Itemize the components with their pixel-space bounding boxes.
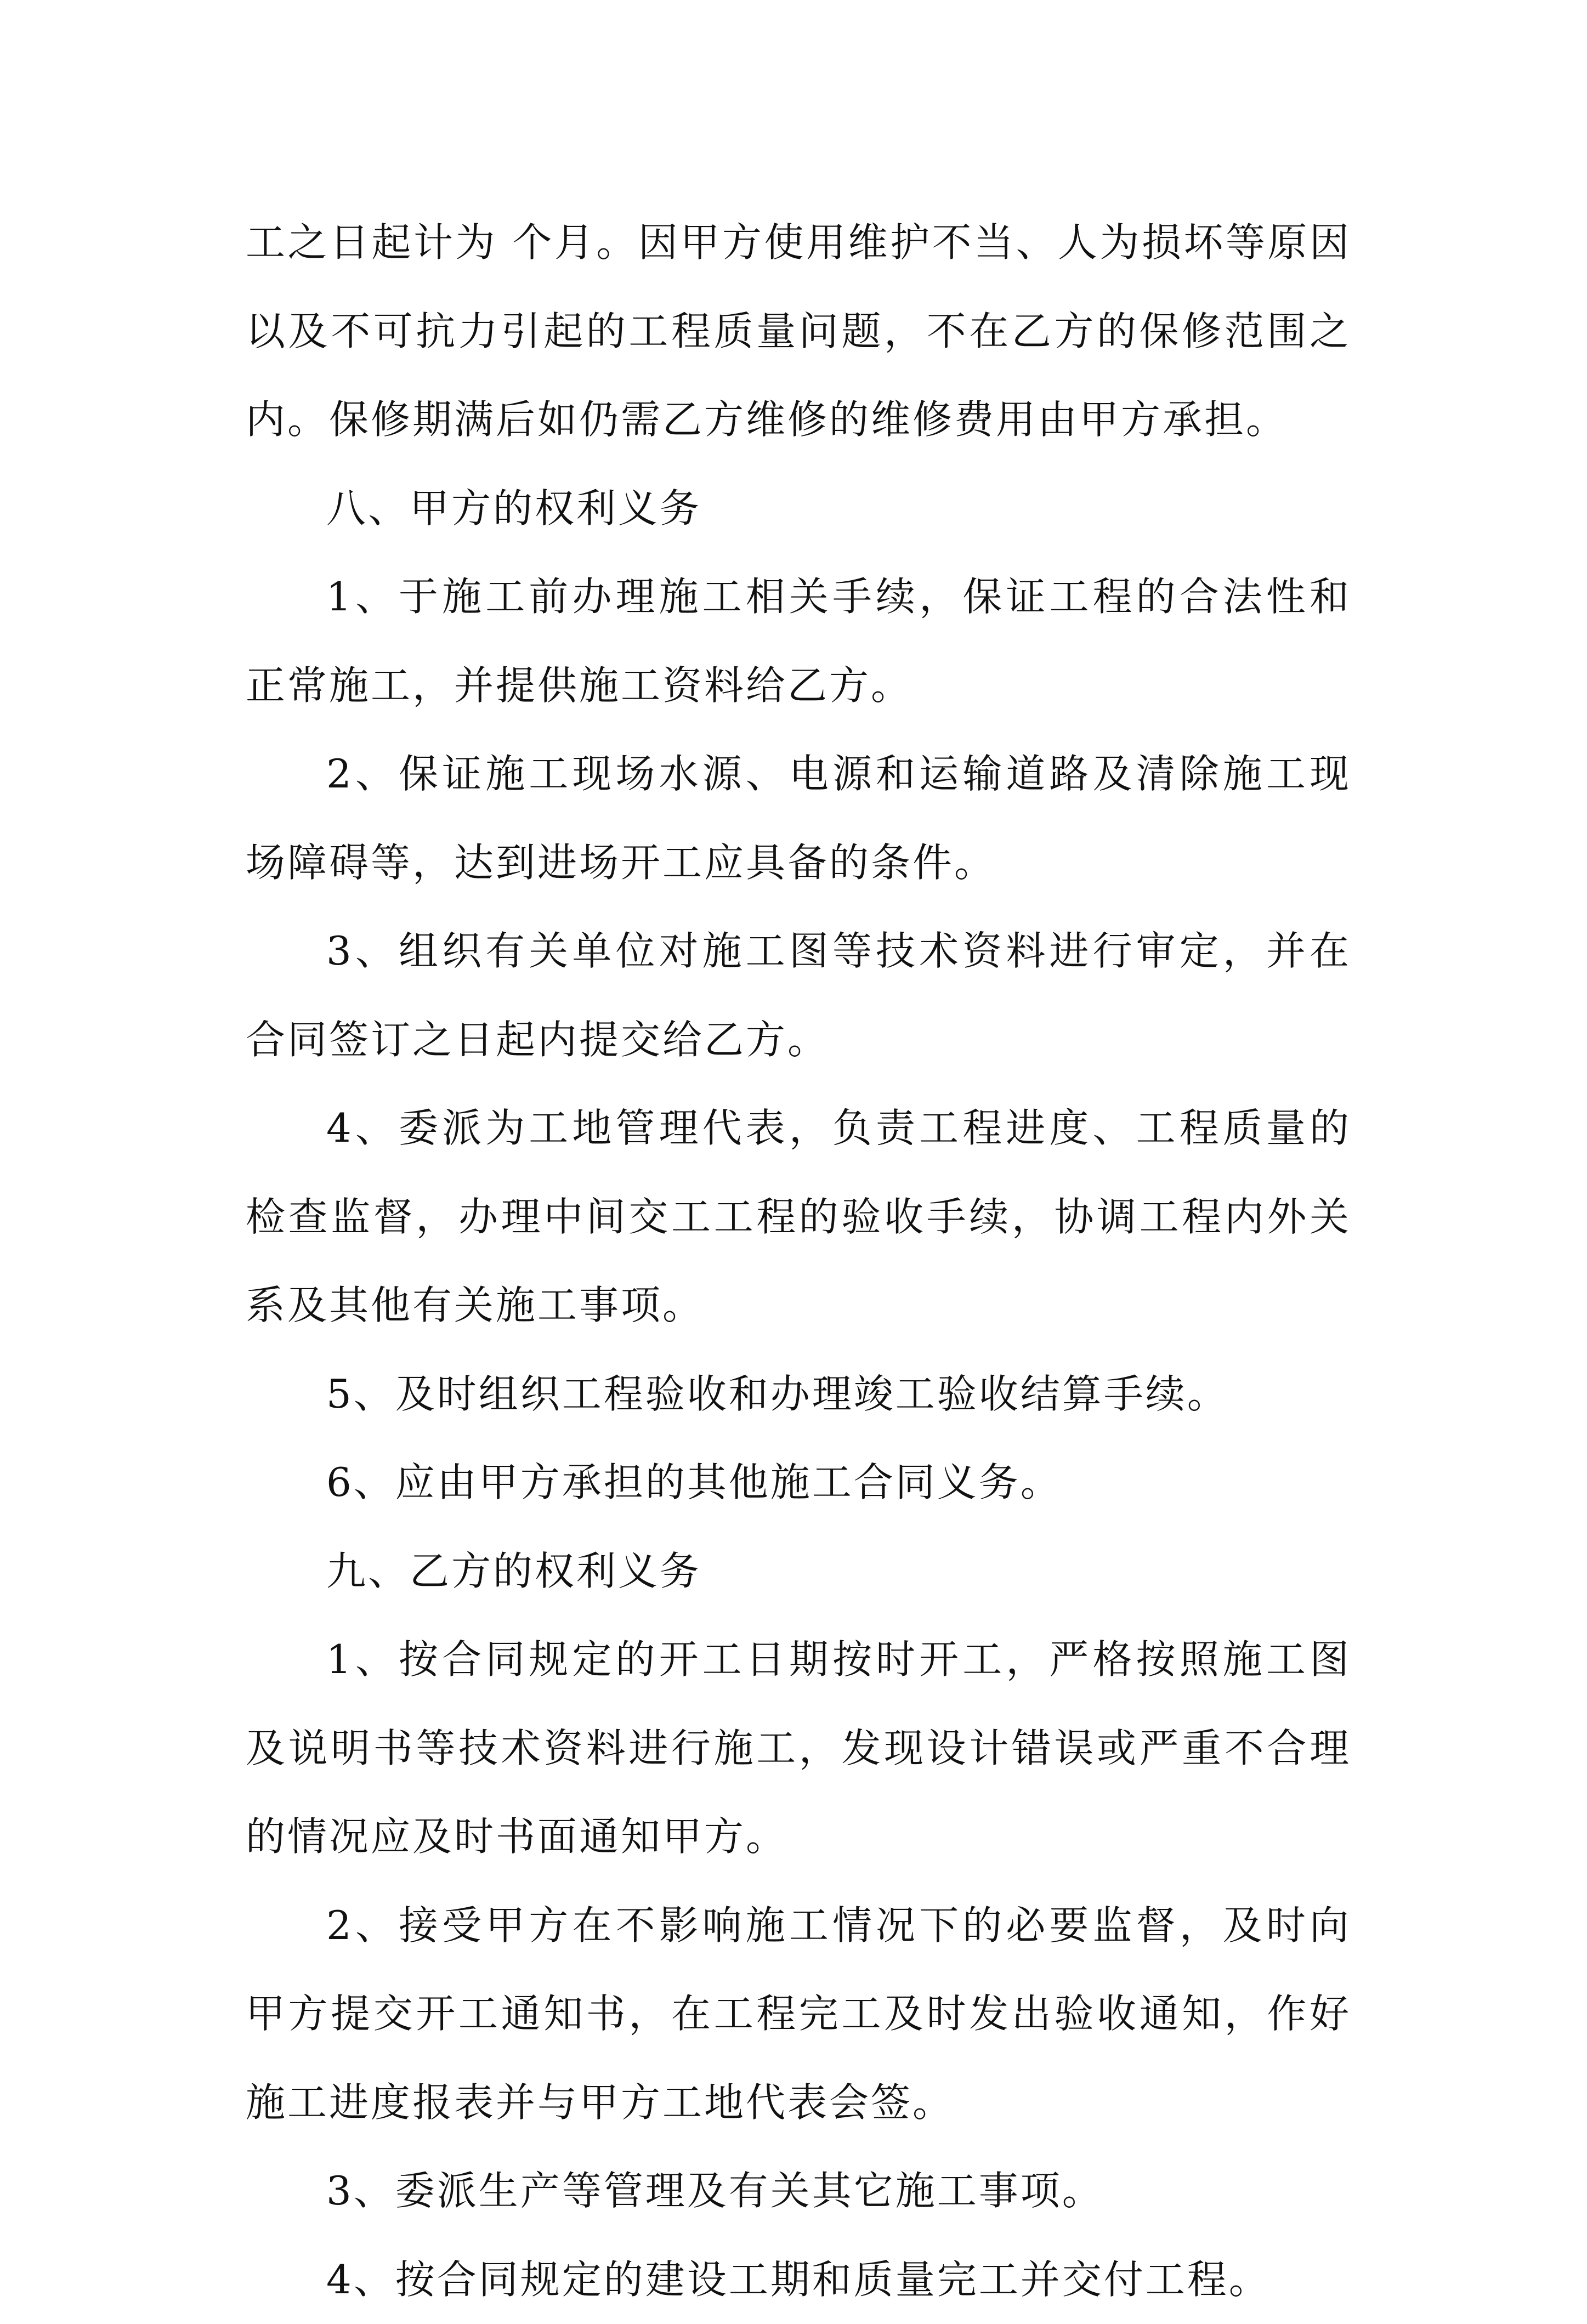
paragraph-party-a-item-1: 1、于施工前办理施工相关手续，保证工程的合法性和正常施工，并提供施工资料给乙方。 xyxy=(246,553,1351,730)
paragraph-party-b-item-3: 3、委派生产等管理及有关其它施工事项。 xyxy=(246,2147,1351,2236)
document-body xyxy=(246,199,1351,2324)
paragraph-party-a-item-5: 5、及时组织工程验收和办理竣工验收结算手续。 xyxy=(246,1350,1351,1439)
paragraph-party-a-item-4: 4、委派为工地管理代表，负责工程进度、工程质量的检查监督，办理中间交工工程的验收手续，协调工程内外关系及其他有关施工事项。 xyxy=(246,1084,1351,1350)
paragraph-party-a-item-6: 6、应由甲方承担的其他施工合同义务。 xyxy=(246,1438,1351,1527)
paragraph-party-b-item-2: 2、接受甲方在不影响施工情况下的必要监督，及时向甲方提交开工通知书，在工程完工及时发出验收通知，作好施工进度报表并与甲方工地代表会签。 xyxy=(246,1881,1351,2147)
paragraph-warranty-continuation: 工之日起计为 个月。因甲方使用维护不当、人为损坏等原因以及不可抗力引起的工程质量问题，不在乙方的保修范围之内。保修期满后如仍需乙方维修的维修费用由甲方承担。 xyxy=(246,199,1351,464)
paragraph-party-a-item-3: 3、组织有关单位对施工图等技术资料进行审定，并在合同签订之日起内提交给乙方。 xyxy=(246,907,1351,1084)
heading-party-b-rights-obligations: 九、乙方的权利义务 xyxy=(246,1527,1351,1616)
paragraph-party-a-item-2: 2、保证施工现场水源、电源和运输道路及清除施工现场障碍等，达到进场开工应具备的条件。 xyxy=(246,730,1351,907)
paragraph-party-b-item-4: 4、按合同规定的建设工期和质量完工并交付工程。 xyxy=(246,2236,1351,2324)
heading-party-a-rights-obligations: 八、甲方的权利义务 xyxy=(246,464,1351,553)
paragraph-party-b-item-1: 1、按合同规定的开工日期按时开工，严格按照施工图及说明书等技术资料进行施工，发现设计错误或严重不合理的情况应及时书面通知甲方。 xyxy=(246,1616,1351,1881)
